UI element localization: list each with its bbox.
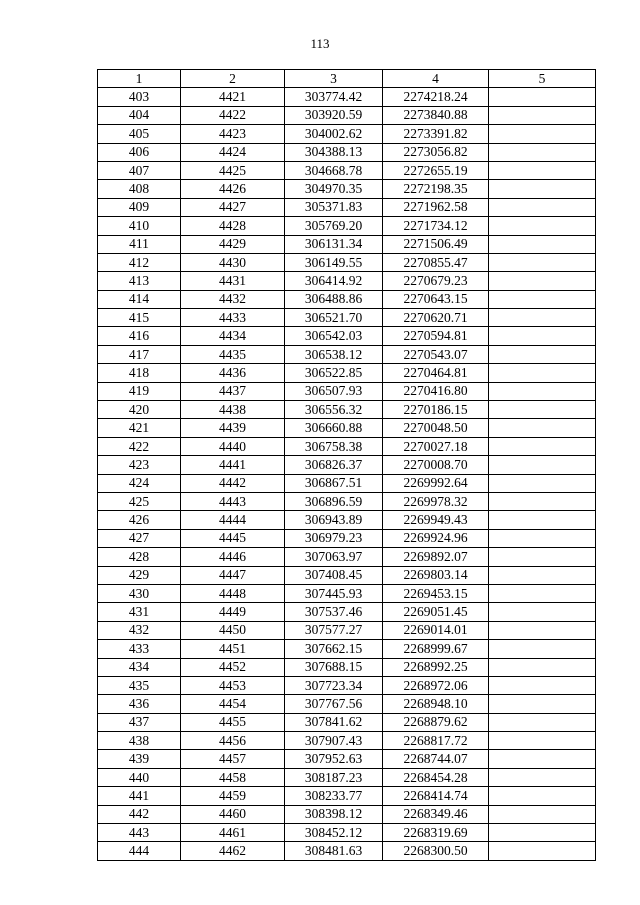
- column-header-2: 2: [181, 70, 285, 88]
- table-row: [98, 805, 596, 823]
- table-cell-col-1: 440: [98, 768, 181, 786]
- table-cell-col-4: 2268319.69: [383, 824, 489, 842]
- table-row: [98, 474, 596, 492]
- table-cell-col-4: 2270464.81: [383, 364, 489, 382]
- table-cell-col-5: [489, 88, 596, 106]
- table-row: [98, 695, 596, 713]
- table-cell-col-2: 4422: [181, 106, 285, 124]
- table-row: [98, 658, 596, 676]
- table-cell-col-4: 2274218.24: [383, 88, 489, 106]
- table-cell-col-5: [489, 824, 596, 842]
- table-cell-col-2: 4460: [181, 805, 285, 823]
- table-cell-col-1: 441: [98, 787, 181, 805]
- table-row: [98, 603, 596, 621]
- table-cell-col-2: 4423: [181, 125, 285, 143]
- table-row: [98, 529, 596, 547]
- table-cell-col-5: [489, 345, 596, 363]
- table-cell-col-5: [489, 640, 596, 658]
- table-row: [98, 584, 596, 602]
- table-cell-col-2: 4444: [181, 511, 285, 529]
- table-row: [98, 548, 596, 566]
- table-cell-col-1: 444: [98, 842, 181, 860]
- table-cell-col-4: 2273840.88: [383, 106, 489, 124]
- table-row: [98, 88, 596, 106]
- table-row: [98, 750, 596, 768]
- table-row: [98, 419, 596, 437]
- table-cell-col-5: [489, 511, 596, 529]
- table-body: [98, 88, 596, 860]
- table-cell-col-1: 407: [98, 161, 181, 179]
- table-cell-col-3: 307063.97: [285, 548, 383, 566]
- table-row: [98, 235, 596, 253]
- table-cell-col-1: 431: [98, 603, 181, 621]
- header-row: [98, 70, 596, 88]
- table-cell-col-2: 4453: [181, 676, 285, 694]
- table-cell-col-5: [489, 750, 596, 768]
- table-cell-col-5: [489, 382, 596, 400]
- table-cell-col-2: 4427: [181, 198, 285, 216]
- table-cell-col-5: [489, 548, 596, 566]
- table-cell-col-1: 438: [98, 732, 181, 750]
- table-cell-col-2: 4461: [181, 824, 285, 842]
- table-cell-col-2: 4439: [181, 419, 285, 437]
- table-cell-col-5: [489, 327, 596, 345]
- table-cell-col-5: [489, 309, 596, 327]
- table-cell-col-4: 2270855.47: [383, 253, 489, 271]
- table-cell-col-3: 304002.62: [285, 125, 383, 143]
- table-row: [98, 787, 596, 805]
- table-row: [98, 198, 596, 216]
- table-cell-col-1: 430: [98, 584, 181, 602]
- table-row: [98, 824, 596, 842]
- table-cell-col-3: 303774.42: [285, 88, 383, 106]
- table-cell-col-3: 306758.38: [285, 437, 383, 455]
- table-cell-col-1: 426: [98, 511, 181, 529]
- table-cell-col-3: 308187.23: [285, 768, 383, 786]
- table-header: [98, 70, 596, 88]
- table-cell-col-4: 2268349.46: [383, 805, 489, 823]
- table-row: [98, 713, 596, 731]
- table-cell-col-1: 406: [98, 143, 181, 161]
- table-row: [98, 125, 596, 143]
- table-cell-col-2: 4432: [181, 290, 285, 308]
- table-row: [98, 401, 596, 419]
- table-cell-col-5: [489, 621, 596, 639]
- table-cell-col-5: [489, 474, 596, 492]
- table-cell-col-1: 428: [98, 548, 181, 566]
- column-header-1: 1: [98, 70, 181, 88]
- table-cell-col-4: 2268454.28: [383, 768, 489, 786]
- table-cell-col-3: 304668.78: [285, 161, 383, 179]
- table-cell-col-3: 304388.13: [285, 143, 383, 161]
- table-cell-col-3: 306507.93: [285, 382, 383, 400]
- table-row: [98, 382, 596, 400]
- table-cell-col-1: 437: [98, 713, 181, 731]
- table-cell-col-1: 420: [98, 401, 181, 419]
- table-cell-col-2: 4451: [181, 640, 285, 658]
- table-cell-col-4: 2270543.07: [383, 345, 489, 363]
- table-row: [98, 842, 596, 860]
- table-cell-col-2: 4435: [181, 345, 285, 363]
- table-cell-col-3: 307767.56: [285, 695, 383, 713]
- table-cell-col-5: [489, 419, 596, 437]
- table-cell-col-3: 307688.15: [285, 658, 383, 676]
- table-cell-col-3: 305371.83: [285, 198, 383, 216]
- table-cell-col-3: 303920.59: [285, 106, 383, 124]
- table-cell-col-2: 4455: [181, 713, 285, 731]
- table-cell-col-2: 4425: [181, 161, 285, 179]
- table-cell-col-3: 304970.35: [285, 180, 383, 198]
- table-cell-col-4: 2268817.72: [383, 732, 489, 750]
- table-cell-col-4: 2269949.43: [383, 511, 489, 529]
- table-cell-col-4: 2269014.01: [383, 621, 489, 639]
- table-cell-col-1: 410: [98, 217, 181, 235]
- table-cell-col-4: 2270008.70: [383, 456, 489, 474]
- table-cell-col-2: 4424: [181, 143, 285, 161]
- table-cell-col-3: 308481.63: [285, 842, 383, 860]
- table-cell-col-5: [489, 401, 596, 419]
- table-cell-col-5: [489, 364, 596, 382]
- table-cell-col-2: 4429: [181, 235, 285, 253]
- table-cell-col-3: 305769.20: [285, 217, 383, 235]
- table-cell-col-5: [489, 603, 596, 621]
- table-cell-col-4: 2269978.32: [383, 492, 489, 510]
- table-cell-col-1: 408: [98, 180, 181, 198]
- table-cell-col-1: 419: [98, 382, 181, 400]
- table-cell-col-2: 4443: [181, 492, 285, 510]
- table-cell-col-5: [489, 584, 596, 602]
- table-cell-col-2: 4449: [181, 603, 285, 621]
- table-cell-col-1: 436: [98, 695, 181, 713]
- table-cell-col-4: 2270027.18: [383, 437, 489, 455]
- table-cell-col-3: 306131.34: [285, 235, 383, 253]
- table-cell-col-5: [489, 695, 596, 713]
- table-row: [98, 217, 596, 235]
- table-cell-col-1: 429: [98, 566, 181, 584]
- table-cell-col-4: 2268972.06: [383, 676, 489, 694]
- table-cell-col-4: 2268999.67: [383, 640, 489, 658]
- table-cell-col-1: 412: [98, 253, 181, 271]
- table-cell-col-1: 424: [98, 474, 181, 492]
- page-number: 113: [310, 36, 330, 51]
- table-cell-col-2: 4431: [181, 272, 285, 290]
- table-cell-col-3: 307537.46: [285, 603, 383, 621]
- table-cell-col-5: [489, 253, 596, 271]
- table-row: [98, 180, 596, 198]
- table-cell-col-5: [489, 713, 596, 731]
- table-row: [98, 345, 596, 363]
- table-cell-col-3: 307952.63: [285, 750, 383, 768]
- table-cell-col-2: 4426: [181, 180, 285, 198]
- table-cell-col-1: 404: [98, 106, 181, 124]
- table-cell-col-5: [489, 842, 596, 860]
- table-cell-col-1: 425: [98, 492, 181, 510]
- table-cell-col-5: [489, 658, 596, 676]
- table-cell-col-3: 308398.12: [285, 805, 383, 823]
- table-cell-col-5: [489, 492, 596, 510]
- table-cell-col-2: 4442: [181, 474, 285, 492]
- table-cell-col-4: 2271962.58: [383, 198, 489, 216]
- table-cell-col-5: [489, 529, 596, 547]
- table-cell-col-2: 4434: [181, 327, 285, 345]
- table-cell-col-5: [489, 272, 596, 290]
- column-header-5: 5: [489, 70, 596, 88]
- table-cell-col-5: [489, 180, 596, 198]
- table-row: [98, 566, 596, 584]
- table-cell-col-4: 2269803.14: [383, 566, 489, 584]
- table-cell-col-5: [489, 732, 596, 750]
- table-cell-col-4: 2272198.35: [383, 180, 489, 198]
- table-cell-col-5: [489, 290, 596, 308]
- table-cell-col-5: [489, 106, 596, 124]
- table-cell-col-4: 2271734.12: [383, 217, 489, 235]
- table-cell-col-3: 307662.15: [285, 640, 383, 658]
- table-cell-col-1: 442: [98, 805, 181, 823]
- table-cell-col-1: 415: [98, 309, 181, 327]
- table-cell-col-2: 4437: [181, 382, 285, 400]
- table-cell-col-3: 308452.12: [285, 824, 383, 842]
- table-cell-col-1: 422: [98, 437, 181, 455]
- column-header-4: 4: [383, 70, 489, 88]
- table-cell-col-2: 4428: [181, 217, 285, 235]
- table-cell-col-2: 4454: [181, 695, 285, 713]
- table-row: [98, 272, 596, 290]
- table-cell-col-1: 434: [98, 658, 181, 676]
- table-cell-col-4: 2269892.07: [383, 548, 489, 566]
- table-row: [98, 143, 596, 161]
- table-cell-col-1: 416: [98, 327, 181, 345]
- table-cell-col-2: 4430: [181, 253, 285, 271]
- table-row: [98, 161, 596, 179]
- table-row: [98, 492, 596, 510]
- table-cell-col-2: 4441: [181, 456, 285, 474]
- table-cell-col-2: 4456: [181, 732, 285, 750]
- table-cell-col-4: 2273391.82: [383, 125, 489, 143]
- table-cell-col-2: 4436: [181, 364, 285, 382]
- table-row: [98, 511, 596, 529]
- table-cell-col-4: 2268879.62: [383, 713, 489, 731]
- table-cell-col-3: 306826.37: [285, 456, 383, 474]
- table-cell-col-2: 4452: [181, 658, 285, 676]
- table-cell-col-3: 307723.34: [285, 676, 383, 694]
- table-cell-col-1: 409: [98, 198, 181, 216]
- table-cell-col-1: 423: [98, 456, 181, 474]
- table-cell-col-4: 2269051.45: [383, 603, 489, 621]
- table-cell-col-3: 306979.23: [285, 529, 383, 547]
- table-cell-col-4: 2269924.96: [383, 529, 489, 547]
- table-cell-col-4: 2270643.15: [383, 290, 489, 308]
- table-cell-col-4: 2271506.49: [383, 235, 489, 253]
- table-cell-col-3: 306542.03: [285, 327, 383, 345]
- table-row: [98, 456, 596, 474]
- table-cell-col-4: 2270679.23: [383, 272, 489, 290]
- table-cell-col-1: 418: [98, 364, 181, 382]
- table-row: [98, 437, 596, 455]
- table-cell-col-5: [489, 456, 596, 474]
- table-cell-col-1: 413: [98, 272, 181, 290]
- table-row: [98, 290, 596, 308]
- table-row: [98, 768, 596, 786]
- table-cell-col-4: 2269992.64: [383, 474, 489, 492]
- table-cell-col-2: 4448: [181, 584, 285, 602]
- table-cell-col-5: [489, 198, 596, 216]
- table-cell-col-5: [489, 787, 596, 805]
- table-cell-col-5: [489, 143, 596, 161]
- table-cell-col-2: 4421: [181, 88, 285, 106]
- table-cell-col-1: 439: [98, 750, 181, 768]
- table-cell-col-1: 435: [98, 676, 181, 694]
- table-cell-col-4: 2270620.71: [383, 309, 489, 327]
- table-cell-col-4: 2270186.15: [383, 401, 489, 419]
- table-cell-col-3: 306660.88: [285, 419, 383, 437]
- table-cell-col-3: 306149.55: [285, 253, 383, 271]
- table-cell-col-4: 2270594.81: [383, 327, 489, 345]
- table-cell-col-1: 433: [98, 640, 181, 658]
- table-cell-col-3: 306556.32: [285, 401, 383, 419]
- table-cell-col-2: 4433: [181, 309, 285, 327]
- table-cell-col-5: [489, 437, 596, 455]
- table-cell-col-5: [489, 125, 596, 143]
- table-row: [98, 106, 596, 124]
- coordinates-table: [97, 69, 596, 861]
- table-cell-col-4: 2268948.10: [383, 695, 489, 713]
- table-cell-col-1: 403: [98, 88, 181, 106]
- table-cell-col-4: 2268744.07: [383, 750, 489, 768]
- table-cell-col-3: 306414.92: [285, 272, 383, 290]
- table-cell-col-1: 405: [98, 125, 181, 143]
- table-cell-col-5: [489, 676, 596, 694]
- table-cell-col-5: [489, 161, 596, 179]
- table-cell-col-2: 4457: [181, 750, 285, 768]
- table-cell-col-2: 4462: [181, 842, 285, 860]
- table-cell-col-4: 2269453.15: [383, 584, 489, 602]
- table-cell-col-4: 2268414.74: [383, 787, 489, 805]
- table-cell-col-1: 417: [98, 345, 181, 363]
- table-cell-col-3: 308233.77: [285, 787, 383, 805]
- table-row: [98, 327, 596, 345]
- table-cell-col-3: 307445.93: [285, 584, 383, 602]
- table-cell-col-4: 2268992.25: [383, 658, 489, 676]
- table-cell-col-1: 421: [98, 419, 181, 437]
- table-cell-col-2: 4445: [181, 529, 285, 547]
- table-cell-col-1: 427: [98, 529, 181, 547]
- table-cell-col-3: 306896.59: [285, 492, 383, 510]
- table-row: [98, 364, 596, 382]
- table-cell-col-5: [489, 566, 596, 584]
- table-cell-col-5: [489, 768, 596, 786]
- table-cell-col-3: 306522.85: [285, 364, 383, 382]
- table-cell-col-4: 2270416.80: [383, 382, 489, 400]
- table-row: [98, 253, 596, 271]
- table-cell-col-5: [489, 235, 596, 253]
- table-cell-col-2: 4438: [181, 401, 285, 419]
- table-row: [98, 676, 596, 694]
- table-cell-col-3: 307841.62: [285, 713, 383, 731]
- table-cell-col-3: 307408.45: [285, 566, 383, 584]
- table-cell-col-2: 4447: [181, 566, 285, 584]
- table-row: [98, 309, 596, 327]
- table-cell-col-3: 306538.12: [285, 345, 383, 363]
- table-cell-col-4: 2268300.50: [383, 842, 489, 860]
- table-cell-col-3: 306521.70: [285, 309, 383, 327]
- table-cell-col-4: 2270048.50: [383, 419, 489, 437]
- table-cell-col-5: [489, 217, 596, 235]
- table-cell-col-3: 307907.43: [285, 732, 383, 750]
- table-cell-col-1: 432: [98, 621, 181, 639]
- table-cell-col-3: 306488.86: [285, 290, 383, 308]
- table-row: [98, 640, 596, 658]
- table-cell-col-2: 4458: [181, 768, 285, 786]
- table-cell-col-2: 4440: [181, 437, 285, 455]
- table-cell-col-3: 306867.51: [285, 474, 383, 492]
- table-row: [98, 732, 596, 750]
- table-cell-col-4: 2272655.19: [383, 161, 489, 179]
- table-cell-col-2: 4459: [181, 787, 285, 805]
- table-cell-col-1: 414: [98, 290, 181, 308]
- table-cell-col-1: 443: [98, 824, 181, 842]
- table-cell-col-5: [489, 805, 596, 823]
- column-header-3: 3: [285, 70, 383, 88]
- table-cell-col-1: 411: [98, 235, 181, 253]
- table-cell-col-4: 2273056.82: [383, 143, 489, 161]
- table-cell-col-3: 307577.27: [285, 621, 383, 639]
- table-cell-col-2: 4446: [181, 548, 285, 566]
- table-cell-col-2: 4450: [181, 621, 285, 639]
- table-cell-col-3: 306943.89: [285, 511, 383, 529]
- table-row: [98, 621, 596, 639]
